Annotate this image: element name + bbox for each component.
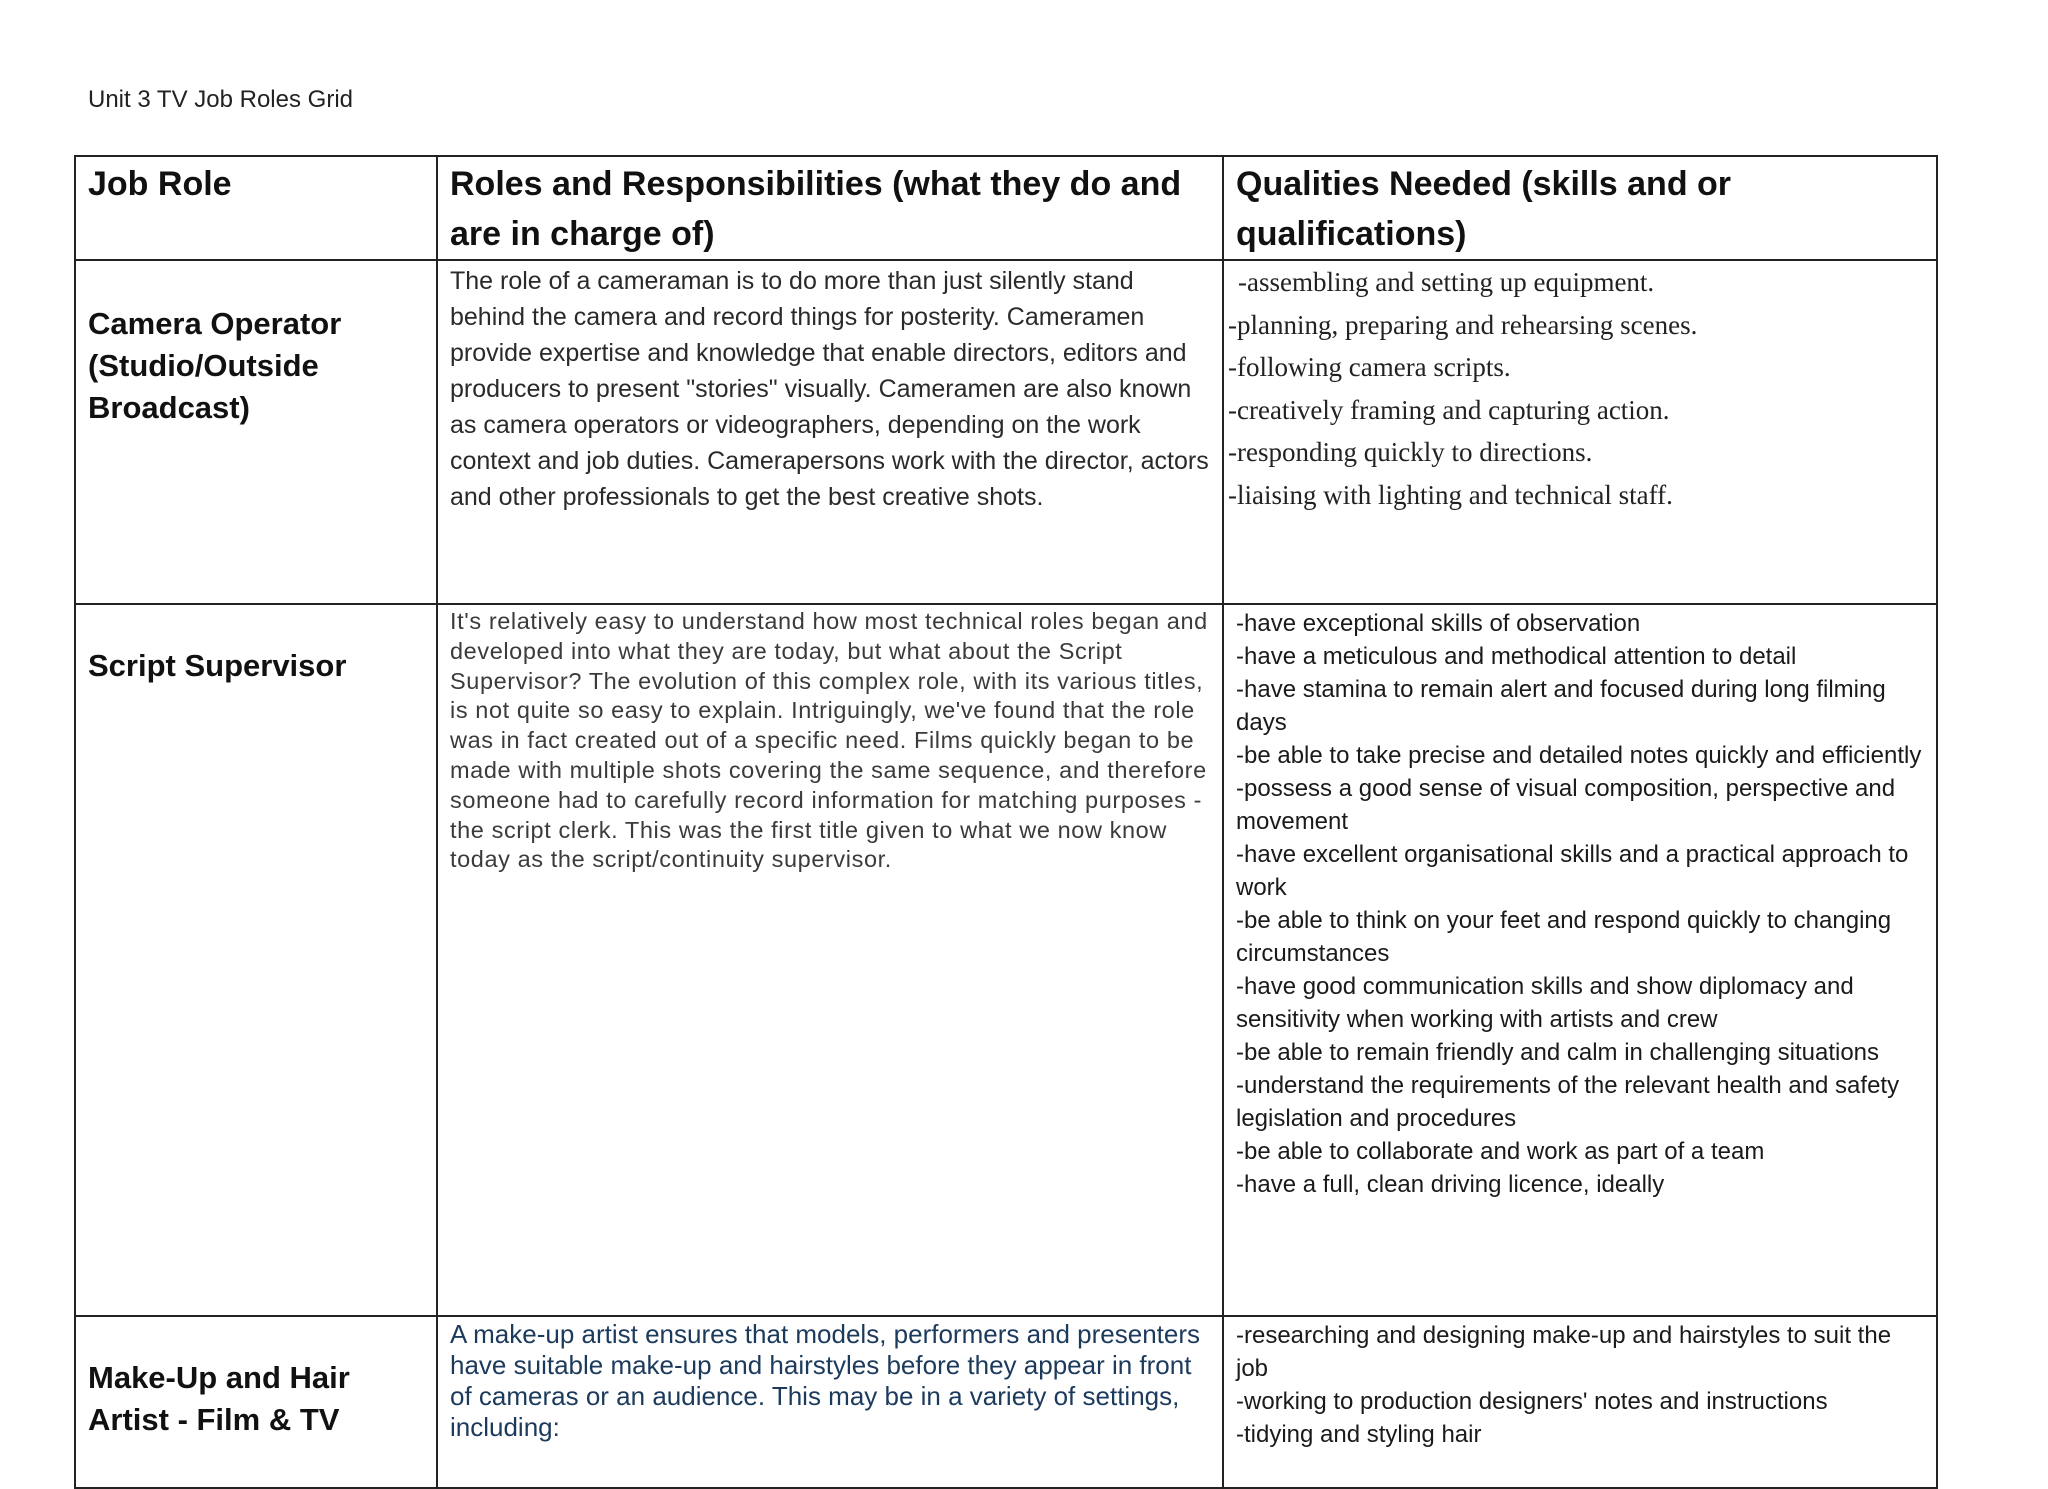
list-item: -be able to think on your feet and respond quickly to changing circumstances [1236,907,1892,967]
responsibilities-text: A make-up artist ensures that models, performers and presenters have suitable make-up and hairstyles before they appear in front of cameras or an audience. This may be in a variety of settings, including: [450,1319,1201,1442]
qualities-list [1236,607,1924,1201]
list-item: -working to production designers' notes and instructions [1236,1388,1828,1415]
role-cell [75,1316,437,1488]
list-item: -have a full, clean driving licence, ideally [1236,1171,1665,1198]
qualities-cell [1223,1316,1937,1488]
document-title: Unit 3 TV Job Roles Grid [88,86,353,113]
job-roles-table [74,155,1938,1489]
qualities-list [1228,261,1924,516]
role-name: Camera Operator (Studio/Outside Broadcast) [88,306,342,425]
list-item: -be able to take precise and detailed notes quickly and efficiently [1236,742,1922,769]
responsibilities-cell [437,260,1223,604]
list-item: -planning, preparing and rehearsing scenes. [1228,309,1698,340]
responsibilities-cell [437,1316,1223,1488]
qualities-cell [1223,604,1937,1316]
qualities-cell [1223,260,1937,604]
list-item: -creatively framing and capturing action. [1228,394,1670,425]
role-cell [75,260,437,604]
list-item: -have good communication skills and show diplomacy and sensitivity when working with artists and crew [1236,973,1854,1033]
responsibilities-text: It's relatively easy to understand how most technical roles began and developed into what they are today, but what about the Script Supervisor? The evolution of this complex role, with its various titles, is not quite so easy to explain. Intriguingly, we've found that the role was in fact created out of a specific need. Films quickly began to be made with multiple shots covering the same sequence, and therefore someone had to carefully record information for matching purposes - the script clerk. This was the first title given to what we now know today as the script/continuity supervisor. [450,608,1208,873]
list-item: -assembling and setting up equipment. [1238,267,1655,297]
header-job-role: Job Role [75,156,437,260]
role-cell [75,604,437,1316]
table-row [75,260,1937,604]
table-row [75,604,1937,1316]
list-item: -have stamina to remain alert and focused during long filming days [1236,676,1886,736]
header-responsibilities: Roles and Responsibilities (what they do and are in charge of) [437,156,1223,260]
list-item: -liaising with lighting and technical staff. [1228,479,1673,510]
list-item: -have a meticulous and methodical attention to detail [1236,643,1797,670]
list-item: -be able to remain friendly and calm in challenging situations [1236,1039,1880,1066]
role-name: Script Supervisor [88,648,347,683]
list-item: -following camera scripts. [1228,352,1511,382]
responsibilities-cell [437,604,1223,1316]
list-item: -be able to collaborate and work as part of a team [1236,1138,1765,1165]
table-row [75,1316,1937,1488]
qualities-list [1236,1319,1924,1451]
responsibilities-text: The role of a cameraman is to do more than just silently stand behind the camera and record things for posterity. Cameramen provide expertise and knowledge that enable directors, editors and producers to present "stories" visually. Cameramen are also known as camera operators or videographers, depending on the work context and job duties. Camerapersons work with the director, actors and other professionals to get the best creative shots. [450,267,1209,511]
list-item: -understand the requirements of the relevant health and safety legislation and procedures [1236,1072,1900,1132]
header-qualities: Qualities Needed (skills and or qualifications) [1223,156,1937,260]
table-header-row [75,156,1937,260]
list-item: -responding quickly to directions. [1228,437,1593,467]
list-item: -have excellent organisational skills and a practical approach to work [1236,841,1909,901]
list-item: -tidying and styling hair [1236,1421,1482,1448]
list-item: -possess a good sense of visual composition, perspective and movement [1236,775,1896,835]
list-item: -researching and designing make-up and hairstyles to suit the job [1236,1322,1892,1382]
role-name: Make-Up and Hair Artist - Film & TV [88,1360,350,1437]
list-item: -have exceptional skills of observation [1236,610,1641,637]
